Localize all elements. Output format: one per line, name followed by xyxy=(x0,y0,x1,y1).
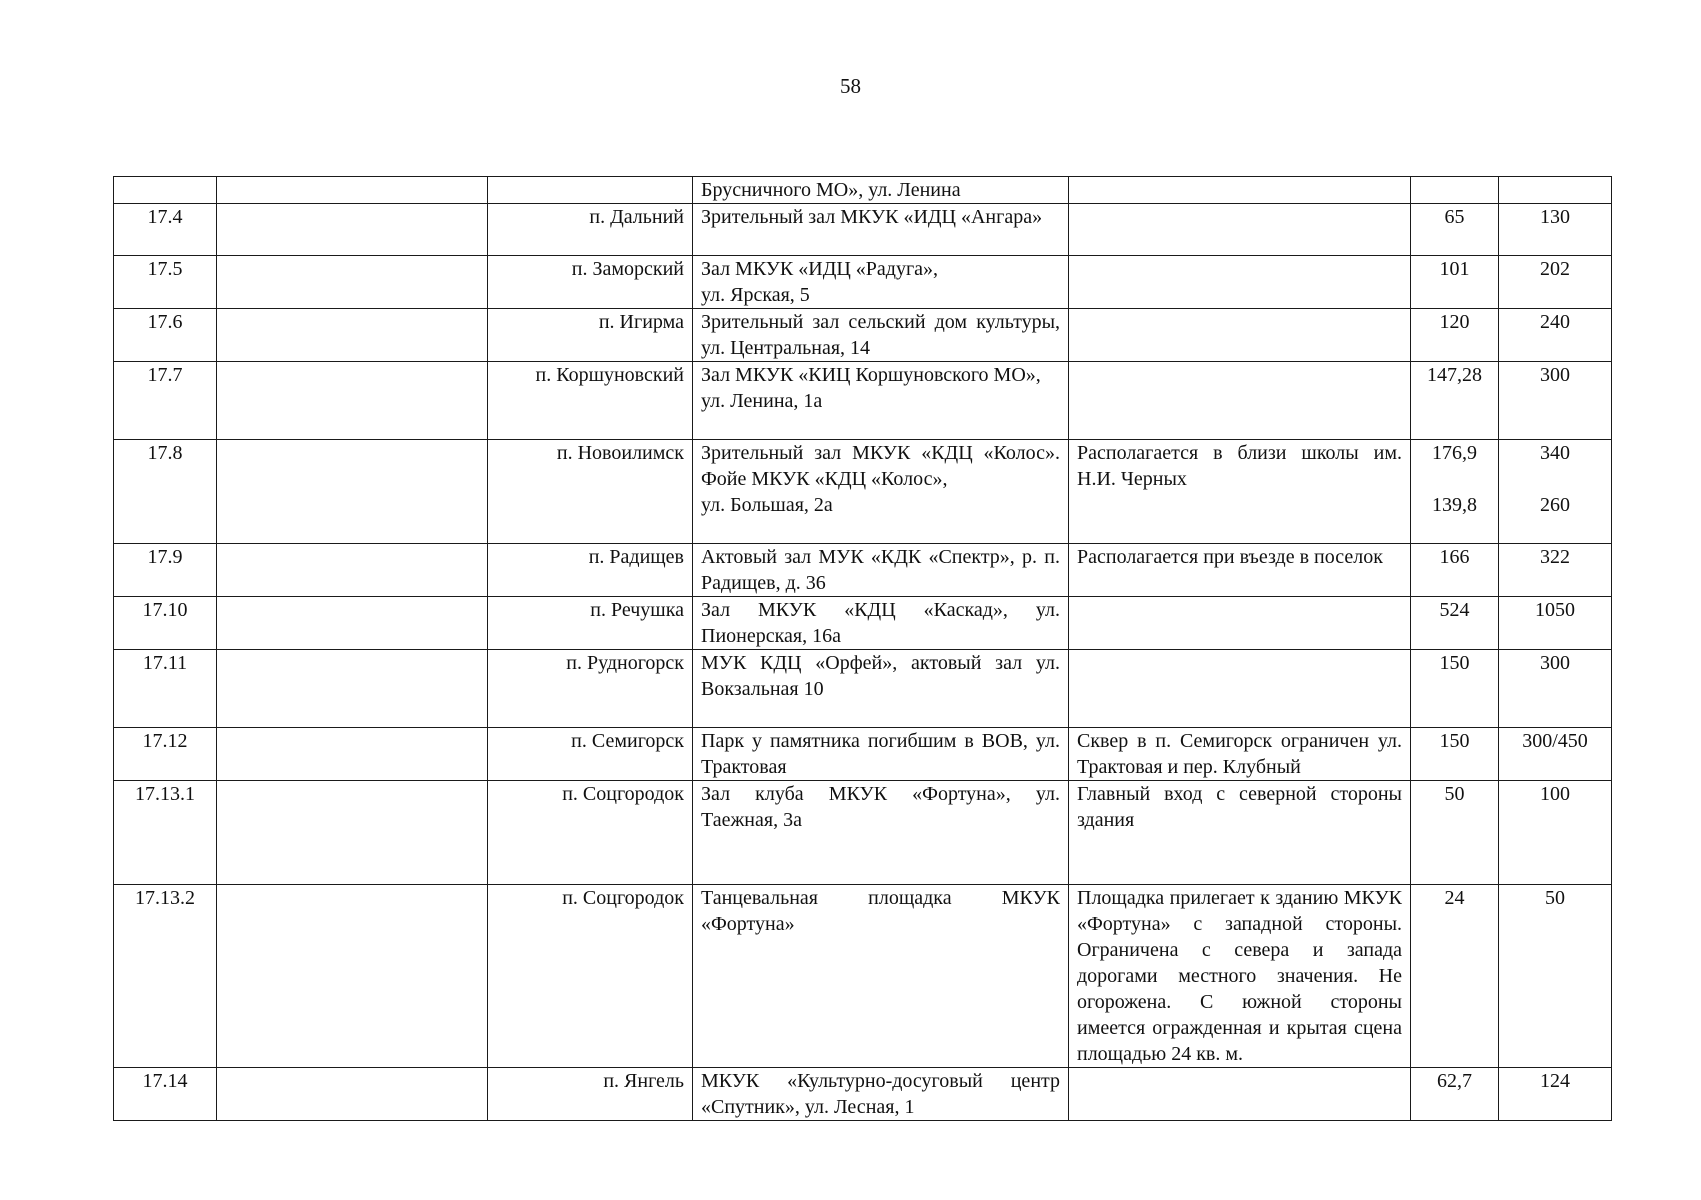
table-row xyxy=(114,204,1612,256)
venue-description xyxy=(693,256,1069,309)
table-row xyxy=(114,728,1612,781)
venue-description-line: ул. Большая, 2а xyxy=(701,494,833,516)
settlement-name xyxy=(488,597,693,650)
area-value xyxy=(1411,362,1499,440)
area-value-line: 524 xyxy=(1439,599,1470,621)
empty-cell xyxy=(217,597,488,650)
row-number-text: 17.13.1 xyxy=(135,783,195,805)
capacity-value-line: 300 xyxy=(1540,652,1570,674)
area-value-line: 166 xyxy=(1439,546,1470,568)
venue-description-line: ул. Ярская, 5 xyxy=(701,284,810,306)
table-row xyxy=(114,650,1612,728)
capacity-value xyxy=(1499,597,1612,650)
area-value xyxy=(1411,1068,1499,1121)
settlement-name xyxy=(488,1068,693,1121)
area-value-line: 176,9 xyxy=(1432,442,1477,464)
area-value xyxy=(1411,885,1499,1068)
venue-description-line: Актовый зал МУК «КДК «Спектр», р. п. Радищев, д. 36 xyxy=(701,546,1060,594)
capacity-value xyxy=(1499,177,1612,204)
empty-cell xyxy=(217,781,488,885)
row-number xyxy=(114,362,217,440)
settlement-name-text: п. Игирма xyxy=(598,311,684,333)
area-value xyxy=(1411,544,1499,597)
venue-description xyxy=(693,309,1069,362)
facilities-table xyxy=(113,176,1612,1121)
settlement-name xyxy=(488,309,693,362)
capacity-value-line: 100 xyxy=(1540,783,1570,805)
venue-note xyxy=(1069,204,1411,256)
row-number xyxy=(114,650,217,728)
page-number: 58 xyxy=(840,74,861,98)
settlement-name xyxy=(488,204,693,256)
venue-note xyxy=(1069,1068,1411,1121)
area-value-line: 101 xyxy=(1439,258,1470,280)
capacity-value-line: 50 xyxy=(1545,887,1565,909)
venue-note xyxy=(1069,597,1411,650)
empty-cell xyxy=(217,204,488,256)
table-row xyxy=(114,885,1612,1068)
area-value-line: 120 xyxy=(1439,311,1470,333)
settlement-name-text: п. Речушка xyxy=(590,599,684,621)
area-value-line: 65 xyxy=(1444,206,1465,228)
venue-description-line: Танцевальная площадка МКУК «Фортуна» xyxy=(701,887,1060,935)
venue-description-line: Парк у памятника погибшим в ВОВ, ул. Трактовая xyxy=(701,730,1060,778)
row-number xyxy=(114,204,217,256)
capacity-value-line: 300/450 xyxy=(1522,730,1588,752)
settlement-name xyxy=(488,885,693,1068)
row-number xyxy=(114,781,217,885)
capacity-value-line: 340 xyxy=(1540,442,1570,464)
empty-cell xyxy=(217,309,488,362)
empty-cell xyxy=(217,885,488,1068)
row-number-text: 17.8 xyxy=(147,442,183,464)
row-number-text: 17.7 xyxy=(147,364,183,386)
settlement-name-text: п. Новоилимск xyxy=(556,442,684,464)
empty-cell xyxy=(217,650,488,728)
venue-note-line: Располагается в близи школы им. Н.И. Черных xyxy=(1077,442,1402,490)
table-row xyxy=(114,177,1612,204)
venue-note xyxy=(1069,728,1411,781)
settlement-name xyxy=(488,177,693,204)
venue-description-line: Зал МКУК «КДЦ «Каскад», ул. Пионерская, 16а xyxy=(701,599,1060,647)
table-row xyxy=(114,544,1612,597)
settlement-name xyxy=(488,781,693,885)
venue-note xyxy=(1069,544,1411,597)
area-value xyxy=(1411,440,1499,544)
area-value-line: 147,28 xyxy=(1427,364,1482,386)
settlement-name-text: п. Рудногорск xyxy=(566,652,684,674)
settlement-name xyxy=(488,544,693,597)
area-value xyxy=(1411,256,1499,309)
capacity-value-line: 322 xyxy=(1540,546,1570,568)
row-number-text: 17.13.2 xyxy=(135,887,195,909)
settlement-name-text: п. Янгель xyxy=(603,1070,684,1092)
area-value-line: 24 xyxy=(1444,887,1465,909)
venue-description xyxy=(693,177,1069,204)
venue-note-line: Сквер в п. Семигорск ограничен ул. Трактовая и пер. Клубный xyxy=(1077,730,1402,778)
capacity-value-line: 240 xyxy=(1540,311,1570,333)
empty-cell xyxy=(217,728,488,781)
table-row xyxy=(114,440,1612,544)
table-row xyxy=(114,362,1612,440)
area-value-line: 150 xyxy=(1439,652,1470,674)
capacity-value xyxy=(1499,204,1612,256)
venue-note-line: Площадка прилегает к зданию МКУК «Фортуна» с западной стороны. Ограничена с севера и запада дорогами местного значения. Не огорожена. С южной стороны имеется огражденная и крытая сцена площадью 24 кв. м. xyxy=(1077,887,1402,1065)
settlement-name xyxy=(488,362,693,440)
venue-description-line: Брусничного МО», ул. Ленина xyxy=(701,179,961,201)
table-row xyxy=(114,781,1612,885)
venue-note xyxy=(1069,885,1411,1068)
venue-description xyxy=(693,781,1069,885)
area-value xyxy=(1411,309,1499,362)
settlement-name xyxy=(488,256,693,309)
capacity-value-line: 124 xyxy=(1540,1070,1570,1092)
venue-description-line: МУК КДЦ «Орфей», актовый зал ул. Вокзальная 10 xyxy=(701,652,1060,700)
capacity-value xyxy=(1499,728,1612,781)
empty-cell xyxy=(217,1068,488,1121)
venue-note xyxy=(1069,309,1411,362)
capacity-value xyxy=(1499,256,1612,309)
row-number-text: 17.11 xyxy=(142,652,188,674)
venue-note xyxy=(1069,256,1411,309)
area-value xyxy=(1411,597,1499,650)
venue-description xyxy=(693,204,1069,256)
venue-description-line: Зрительный зал сельский дом культуры, ул. Центральная, 14 xyxy=(701,311,1060,359)
venue-description-line: Зал клуба МКУК «Фортуна», ул. Таежная, 3а xyxy=(701,783,1060,831)
area-value xyxy=(1411,728,1499,781)
row-number-text: 17.6 xyxy=(147,311,183,333)
venue-description xyxy=(693,362,1069,440)
capacity-value xyxy=(1499,440,1612,544)
capacity-value xyxy=(1499,885,1612,1068)
venue-description-line: Зрительный зал МКУК «КДЦ «Колос». Фойе МКУК «КДЦ «Колос», xyxy=(701,442,1060,490)
row-number xyxy=(114,544,217,597)
row-number-text: 17.4 xyxy=(147,206,183,228)
capacity-value xyxy=(1499,781,1612,885)
venue-note xyxy=(1069,362,1411,440)
table-row xyxy=(114,256,1612,309)
row-number xyxy=(114,309,217,362)
venue-description xyxy=(693,1068,1069,1121)
row-number-text: 17.9 xyxy=(147,546,183,568)
area-value-line: 50 xyxy=(1444,783,1465,805)
venue-description xyxy=(693,544,1069,597)
table-row xyxy=(114,597,1612,650)
area-value xyxy=(1411,781,1499,885)
table-row xyxy=(114,309,1612,362)
empty-cell xyxy=(217,256,488,309)
table-row xyxy=(114,1068,1612,1121)
capacity-value xyxy=(1499,650,1612,728)
settlement-name xyxy=(488,650,693,728)
row-number xyxy=(114,728,217,781)
venue-description-line: Зал МКУК «КИЦ Коршуновского МО», xyxy=(701,364,1041,386)
area-value-line: 150 xyxy=(1439,730,1470,752)
settlement-name-text: п. Соцгородок xyxy=(562,783,684,805)
area-value xyxy=(1411,650,1499,728)
settlement-name-text: п. Дальний xyxy=(589,206,684,228)
venue-note xyxy=(1069,650,1411,728)
empty-cell xyxy=(217,440,488,544)
venue-note-line: Располагается при въезде в поселок xyxy=(1077,546,1383,568)
capacity-value xyxy=(1499,544,1612,597)
venue-note-line: Главный вход с северной стороны здания xyxy=(1077,783,1402,831)
empty-cell xyxy=(217,544,488,597)
settlement-name-text: п. Радищев xyxy=(588,546,684,568)
venue-description-line: ул. Ленина, 1а xyxy=(701,390,823,412)
venue-description-line: МКУК «Культурно-досуговый центр «Спутник», ул. Лесная, 1 xyxy=(701,1070,1060,1118)
area-value xyxy=(1411,177,1499,204)
venue-note xyxy=(1069,440,1411,544)
capacity-value xyxy=(1499,1068,1612,1121)
capacity-value-line: 202 xyxy=(1540,258,1570,280)
venue-description xyxy=(693,440,1069,544)
row-number xyxy=(114,885,217,1068)
capacity-value-line: 130 xyxy=(1540,206,1570,228)
venue-description xyxy=(693,885,1069,1068)
venue-note xyxy=(1069,781,1411,885)
empty-cell xyxy=(217,362,488,440)
row-number xyxy=(114,440,217,544)
venue-description-line: Зал МКУК «ИДЦ «Радуга», xyxy=(701,258,939,280)
venue-description xyxy=(693,728,1069,781)
capacity-value xyxy=(1499,309,1612,362)
area-value xyxy=(1411,204,1499,256)
venue-description-line: Зрительный зал МКУК «ИДЦ «Ангара» xyxy=(701,206,1043,228)
venue-description xyxy=(693,650,1069,728)
row-number xyxy=(114,1068,217,1121)
row-number xyxy=(114,597,217,650)
row-number-text: 17.10 xyxy=(142,599,188,621)
capacity-value-line: 1050 xyxy=(1535,599,1575,621)
area-value-line: 139,8 xyxy=(1432,494,1477,516)
settlement-name xyxy=(488,728,693,781)
row-number xyxy=(114,256,217,309)
settlement-name-text: п. Коршуновский xyxy=(535,364,684,386)
settlement-name-text: п. Соцгородок xyxy=(562,887,684,909)
empty-cell xyxy=(217,177,488,204)
row-number-text: 17.5 xyxy=(147,258,183,280)
settlement-name-text: п. Заморский xyxy=(571,258,684,280)
row-number xyxy=(114,177,217,204)
row-number-text: 17.14 xyxy=(142,1070,188,1092)
venue-description xyxy=(693,597,1069,650)
capacity-value-line: 300 xyxy=(1540,364,1570,386)
capacity-value xyxy=(1499,362,1612,440)
settlement-name xyxy=(488,440,693,544)
settlement-name-text: п. Семигорск xyxy=(571,730,684,752)
area-value-line: 62,7 xyxy=(1437,1070,1472,1092)
row-number-text: 17.12 xyxy=(142,730,188,752)
capacity-value-line: 260 xyxy=(1540,494,1570,516)
venue-note xyxy=(1069,177,1411,204)
